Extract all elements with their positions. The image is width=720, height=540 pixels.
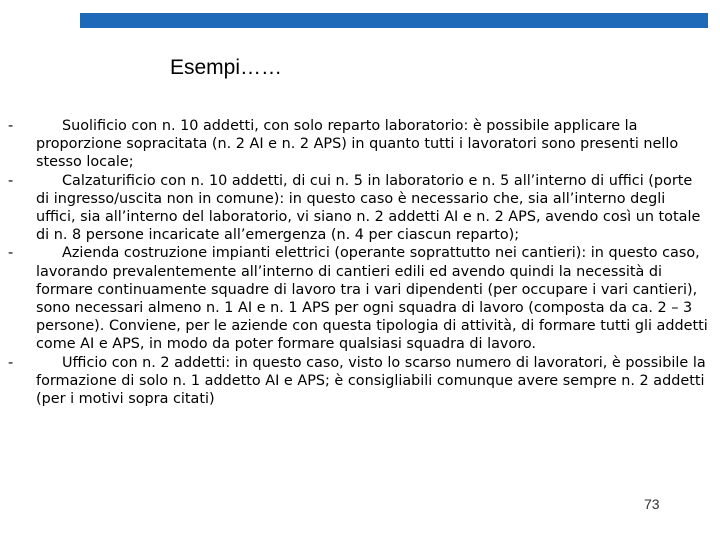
bullet-dash: -	[8, 354, 14, 371]
list-item	[8, 172, 708, 245]
list-item	[8, 117, 708, 172]
list-item	[8, 244, 708, 353]
list-item-text: Calzaturificio con n. 10 addetti, di cui n. 5 in laboratorio e n. 5 all’interno di uffici (porte di ingresso/uscita non in comune): in questo caso è necessario che, sia all’interno degli uffici, sia all’interno del laboratorio, vi siano n. 2 addetti AI e n. 2 APS, avendo così un totale di n. 8 persone incaricate all’emergenza (n. 4 per ciascun reparto);	[36, 172, 701, 244]
list-item	[8, 354, 708, 409]
page-number: 73	[644, 496, 660, 512]
slide-title: Esempi……	[170, 56, 283, 79]
example-list	[8, 117, 708, 408]
list-item-text: Suolificio con n. 10 addetti, con solo reparto laboratorio: è possibile applicare la proporzione sopracitata (n. 2 AI e n. 2 APS) in quanto tutti i lavoratori sono presenti nello stesso locale;	[36, 118, 679, 171]
bullet-dash: -	[8, 118, 14, 134]
list-item-text: Azienda costruzione impianti elettrici (operante soprattutto nei cantieri): in questo caso, lavorando prevalentemente all’interno di cantieri edili ed avendo quindi la necessità di formare continuamente squadre di lavoro tra i vari dipendenti (per occupare i vari cantieri), sono necessari almeno n. 1 AI e n. 1 APS per ogni squadra di lavoro (composta da ca. 2 – 3 persone). Conviene, per le aziende con questa tipologia di attività, di formare tutti gli addetti come AI e APS, in modo da poter formare qualsiasi squadra di lavoro.	[36, 245, 708, 353]
list-item-text: Ufficio con n. 2 addetti: in questo caso, visto lo scarso numero di lavoratori, è possibile la formazione di solo n. 1 addetto AI e APS; è consigliabili comunque avere sempre n. 2 addetti (per i motivi sopra citati)	[36, 354, 706, 408]
bullet-dash: -	[8, 172, 14, 189]
bullet-dash: -	[8, 245, 14, 262]
header-accent-bar	[80, 13, 708, 28]
